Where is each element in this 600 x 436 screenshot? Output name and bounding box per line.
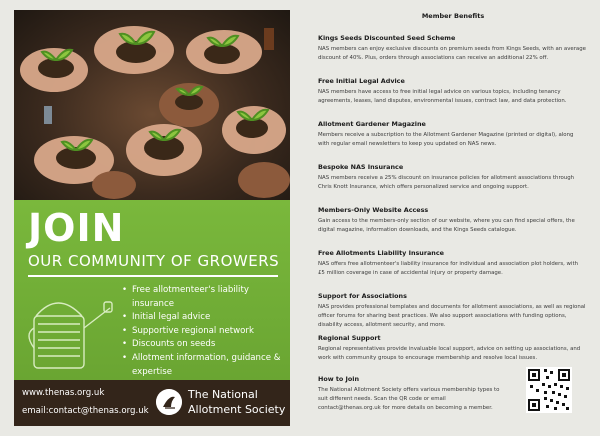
list-item: • Initial legal advice bbox=[122, 311, 288, 325]
how-to-join-body: The National Allotment Society offers various membership types to suit different needs. Scan the QR code or email contact@thenas.org.uk for more details on becoming a member. bbox=[318, 387, 500, 411]
benefit-title: Free Allotments Liability Insurance bbox=[318, 249, 444, 257]
community-subheading: OUR COMMUNITY OF GROWERS bbox=[28, 252, 280, 270]
benefit-body: NAS members receive a 25% discount on insurance policies for allotment associations through Chris Knott Insurance, which offers personalized service and ongoing support. bbox=[318, 175, 575, 190]
benefit-title: Kings Seeds Discounted Seed Scheme bbox=[318, 34, 456, 42]
benefit-section bbox=[318, 120, 586, 149]
how-to-join-title: How to Join bbox=[318, 375, 360, 383]
website-link[interactable]: www.thenas.org.uk bbox=[22, 388, 105, 398]
benefit-section bbox=[318, 206, 586, 235]
logo-text-line1: The National bbox=[188, 388, 258, 401]
hands-seedlings-illustration bbox=[14, 10, 290, 200]
benefit-body: Gain access to the members-only section of our website, where you can find special offers, the digital magazine, information downloads, and the Kings Seeds catalogue. bbox=[318, 218, 575, 233]
benefit-section bbox=[318, 77, 586, 106]
hands-holding-soil-photo bbox=[14, 10, 290, 200]
logo-text-line2: Allotment Society bbox=[188, 403, 286, 416]
email-link[interactable]: email:contact@thenas.org.uk bbox=[22, 406, 149, 416]
benefit-section bbox=[318, 292, 586, 330]
benefit-body: NAS members have access to free initial legal advice on various topics, including tenancy agreements, leases, land disputes, environmental issues, contract law, and data protection. bbox=[318, 89, 567, 104]
benefit-body: Regional representatives provide invaluable local support, advice on setting up associations, and work with community groups to encourage membership and resolve local issues. bbox=[318, 346, 581, 361]
list-item: • Allotment information, guidance & expertise bbox=[122, 352, 288, 379]
list-item: • Discounts on seeds bbox=[122, 338, 288, 352]
nas-logo-icon bbox=[156, 389, 182, 415]
benefit-section bbox=[318, 34, 586, 63]
benefit-section bbox=[318, 163, 586, 192]
benefit-body: NAS offers free allotmenteer's liability insurance for individual and association plot holders, with £5 million coverage in case of accidental injury or property damage. bbox=[318, 261, 578, 276]
benefit-body: NAS members can enjoy exclusive discounts on premium seeds from Kings Seeds, with an average discount of 40%. Plus, orders through associations can receive an additional 22% off. bbox=[318, 46, 586, 61]
benefit-section bbox=[318, 249, 586, 278]
list-item: • Supportive regional network bbox=[122, 325, 288, 339]
benefit-title: Allotment Gardener Magazine bbox=[318, 120, 426, 128]
join-heading: JOIN bbox=[28, 206, 125, 250]
heading-divider bbox=[28, 275, 278, 277]
benefit-title: Free Initial Legal Advice bbox=[318, 77, 405, 85]
watering-can-icon bbox=[24, 288, 116, 376]
benefit-title: Support for Associations bbox=[318, 292, 407, 300]
qr-code-icon[interactable] bbox=[526, 367, 572, 413]
benefit-body: Members receive a subscription to the Allotment Gardener Magazine (printed or digital), along with regular email newsletters to keep you updated on NAS news. bbox=[318, 132, 574, 147]
benefit-title: Regional Support bbox=[318, 334, 381, 342]
benefits-heading: Member Benefits bbox=[421, 12, 485, 20]
benefit-title: Bespoke NAS Insurance bbox=[318, 163, 404, 171]
benefit-body: NAS provides professional templates and documents for allotment associations, as well as regional officer forums for sharing best practices. We also support associations with funding options, disability access, allotment security, and more. bbox=[318, 304, 586, 328]
list-item: • Free allotmenteer's liability insurance bbox=[122, 284, 288, 311]
benefit-title: Members-Only Website Access bbox=[318, 206, 429, 214]
member-benefits-panel bbox=[318, 12, 588, 428]
benefit-section bbox=[318, 334, 586, 363]
benefit-bullet-list bbox=[122, 284, 288, 379]
join-poster bbox=[14, 10, 290, 426]
